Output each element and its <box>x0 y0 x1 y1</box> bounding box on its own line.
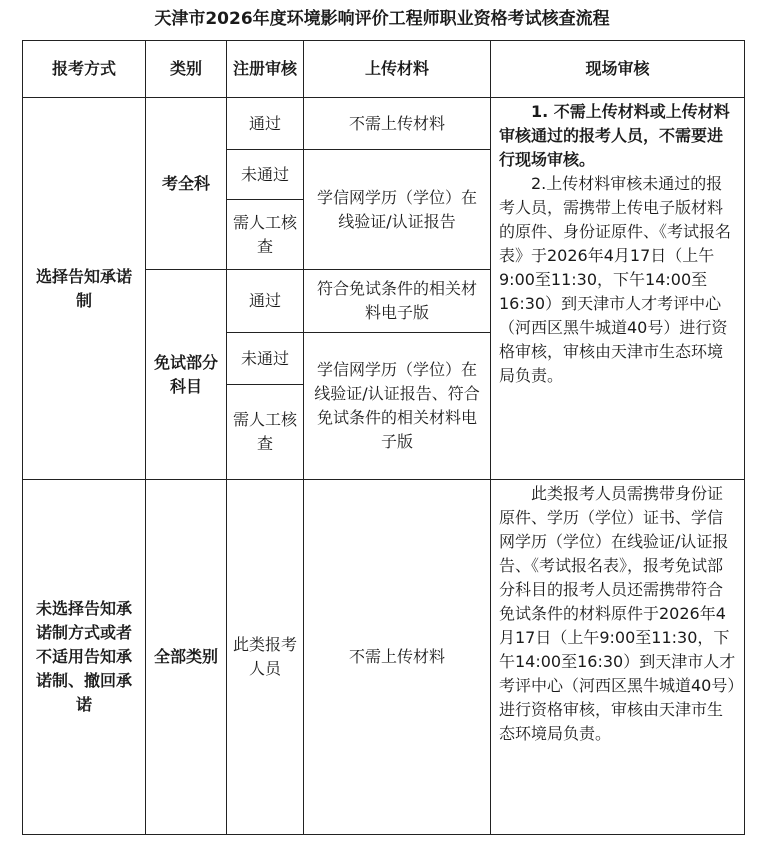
upload-exemption-materials-text: 符合免试条件的相关材料电子版 <box>316 279 477 322</box>
registration-manual-partial-text: 需人工核查 <box>233 410 298 453</box>
registration-pass-partial: 通过 <box>227 270 304 333</box>
onsite-no-commitment <box>491 480 745 835</box>
table-row <box>23 480 745 835</box>
upload-education-exemption <box>304 333 491 480</box>
header-upload: 上传材料 <box>304 41 491 98</box>
registration-this-group-text: 此类报考人员 <box>233 635 298 678</box>
registration-manual-text: 需人工核查 <box>233 212 298 256</box>
category-all-text: 全部类别 <box>153 647 218 666</box>
registration-fail: 未通过 <box>227 150 304 200</box>
category-partial <box>146 270 227 480</box>
header-registration-text: 注册审核 <box>233 59 298 78</box>
upload-education-report <box>304 150 491 270</box>
onsite-note-1: 1. 不需上传材料或上传材料审核通过的报考人员，不需要进行现场审核。 <box>499 102 730 169</box>
onsite-commitment <box>491 98 745 480</box>
registration-pass: 通过 <box>227 98 304 150</box>
category-full-text: 考全科 <box>161 173 210 193</box>
category-all <box>146 480 227 835</box>
upload-education-exemption-text: 学信网学历（学位）在线验证/认证报告、符合免试条件的相关材料电子版 <box>314 360 480 451</box>
category-full <box>146 98 227 270</box>
upload-none-all: 不需上传材料 <box>304 480 491 835</box>
header-category: 类别 <box>146 41 227 98</box>
header-row <box>23 41 745 98</box>
registration-manual-partial <box>227 385 304 480</box>
table-row <box>23 98 745 150</box>
page-title: 天津市2026年度环境影响评价工程师职业资格考试核查流程 <box>154 9 610 29</box>
onsite-note-2: 2.上传材料审核未通过的报考人员，需携带上传电子版材料的原件、身份证原件、《考试报名表》于2026年4月17日（上午9:00至11:30，下午14:00至16:30）到天津市人才考评中心（河西区黑牛城道40号）进行资格审核，审核由天津市生态环境局负责。 <box>499 174 732 385</box>
mode-no-commitment <box>23 480 146 835</box>
onsite-note-all: 此类报考人员需携带身份证原件、学历（学位）证书、学信网学历（学位）在线验证/认证报告、《考试报名表》，报考免试部分科目的报考人员还需携带符合免试条件的材料原件于2026年4月17日（上午9:00至11:30，下午14:00至16:30）到天津市人才考评中心（河西区黑牛城道40号）进行资格审核，审核由天津市生态环境局负责。 <box>499 484 736 743</box>
header-registration <box>227 41 304 98</box>
header-onsite: 现场审核 <box>491 41 745 98</box>
registration-manual <box>227 200 304 270</box>
review-process-table <box>22 40 745 835</box>
registration-fail-partial: 未通过 <box>227 333 304 385</box>
mode-commitment-text: 选择告知承诺制 <box>35 266 132 310</box>
mode-no-commitment-text: 未选择告知承诺制方式或者不适用告知承诺制、撤回承诺 <box>35 599 132 714</box>
category-partial-text: 免试部分科目 <box>153 352 218 396</box>
mode-commitment <box>23 98 146 480</box>
upload-education-report-text: 学信网学历（学位）在线验证/认证报告 <box>316 187 477 231</box>
upload-none: 不需上传材料 <box>304 98 491 150</box>
header-mode: 报考方式 <box>23 41 146 98</box>
registration-this-group <box>227 480 304 835</box>
upload-exemption-materials <box>304 270 491 333</box>
